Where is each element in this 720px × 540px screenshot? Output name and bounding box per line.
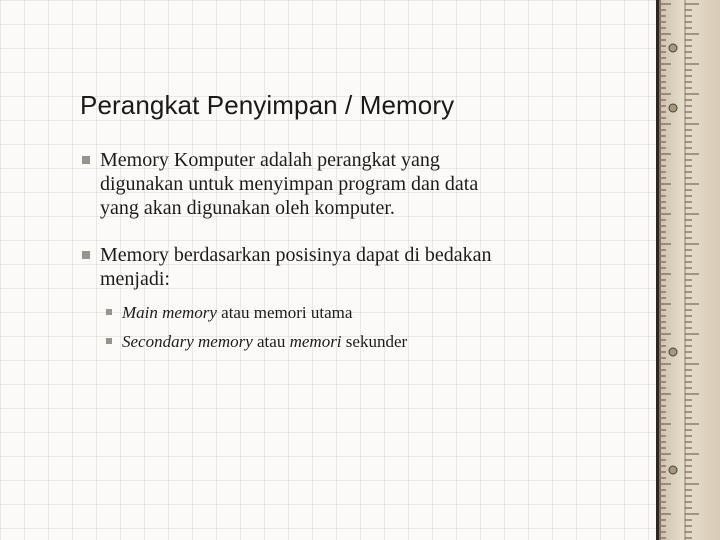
sub-bullet-text — [106, 332, 407, 351]
bullet-square-icon — [82, 156, 90, 164]
bullet-text: Memory Komputer adalah perangkat yang digunakan untuk menyimpan program dan data yang akan digunakan oleh komputer. — [100, 149, 479, 219]
ruler-decoration — [656, 0, 720, 540]
sub-bullet-rest: atau memori utama — [216, 303, 353, 322]
bullet-item — [82, 148, 642, 220]
sub-bullet-item — [106, 302, 352, 324]
sub-bullet-rest: sekunder — [341, 332, 408, 351]
ruler-ticks — [659, 0, 720, 540]
ruler-strip — [659, 0, 720, 540]
slide-title: Perangkat Penyimpan / Memory — [80, 90, 455, 120]
bullet-text: Memory berdasarkan posisinya dapat di bedakan menjadi: — [100, 244, 492, 290]
sub-bullet-text — [106, 303, 352, 322]
italic-term: Secondary memory — [122, 332, 253, 351]
sub-bullet-item — [106, 331, 407, 353]
sub-bullet-square-icon — [106, 309, 112, 315]
bullet-item — [82, 243, 642, 291]
italic-term: memori — [289, 332, 342, 351]
italic-term: Main memory — [122, 303, 217, 322]
bullet-square-icon — [82, 251, 90, 259]
sub-bullet-middle: atau — [252, 332, 290, 351]
sub-bullet-square-icon — [106, 338, 112, 344]
